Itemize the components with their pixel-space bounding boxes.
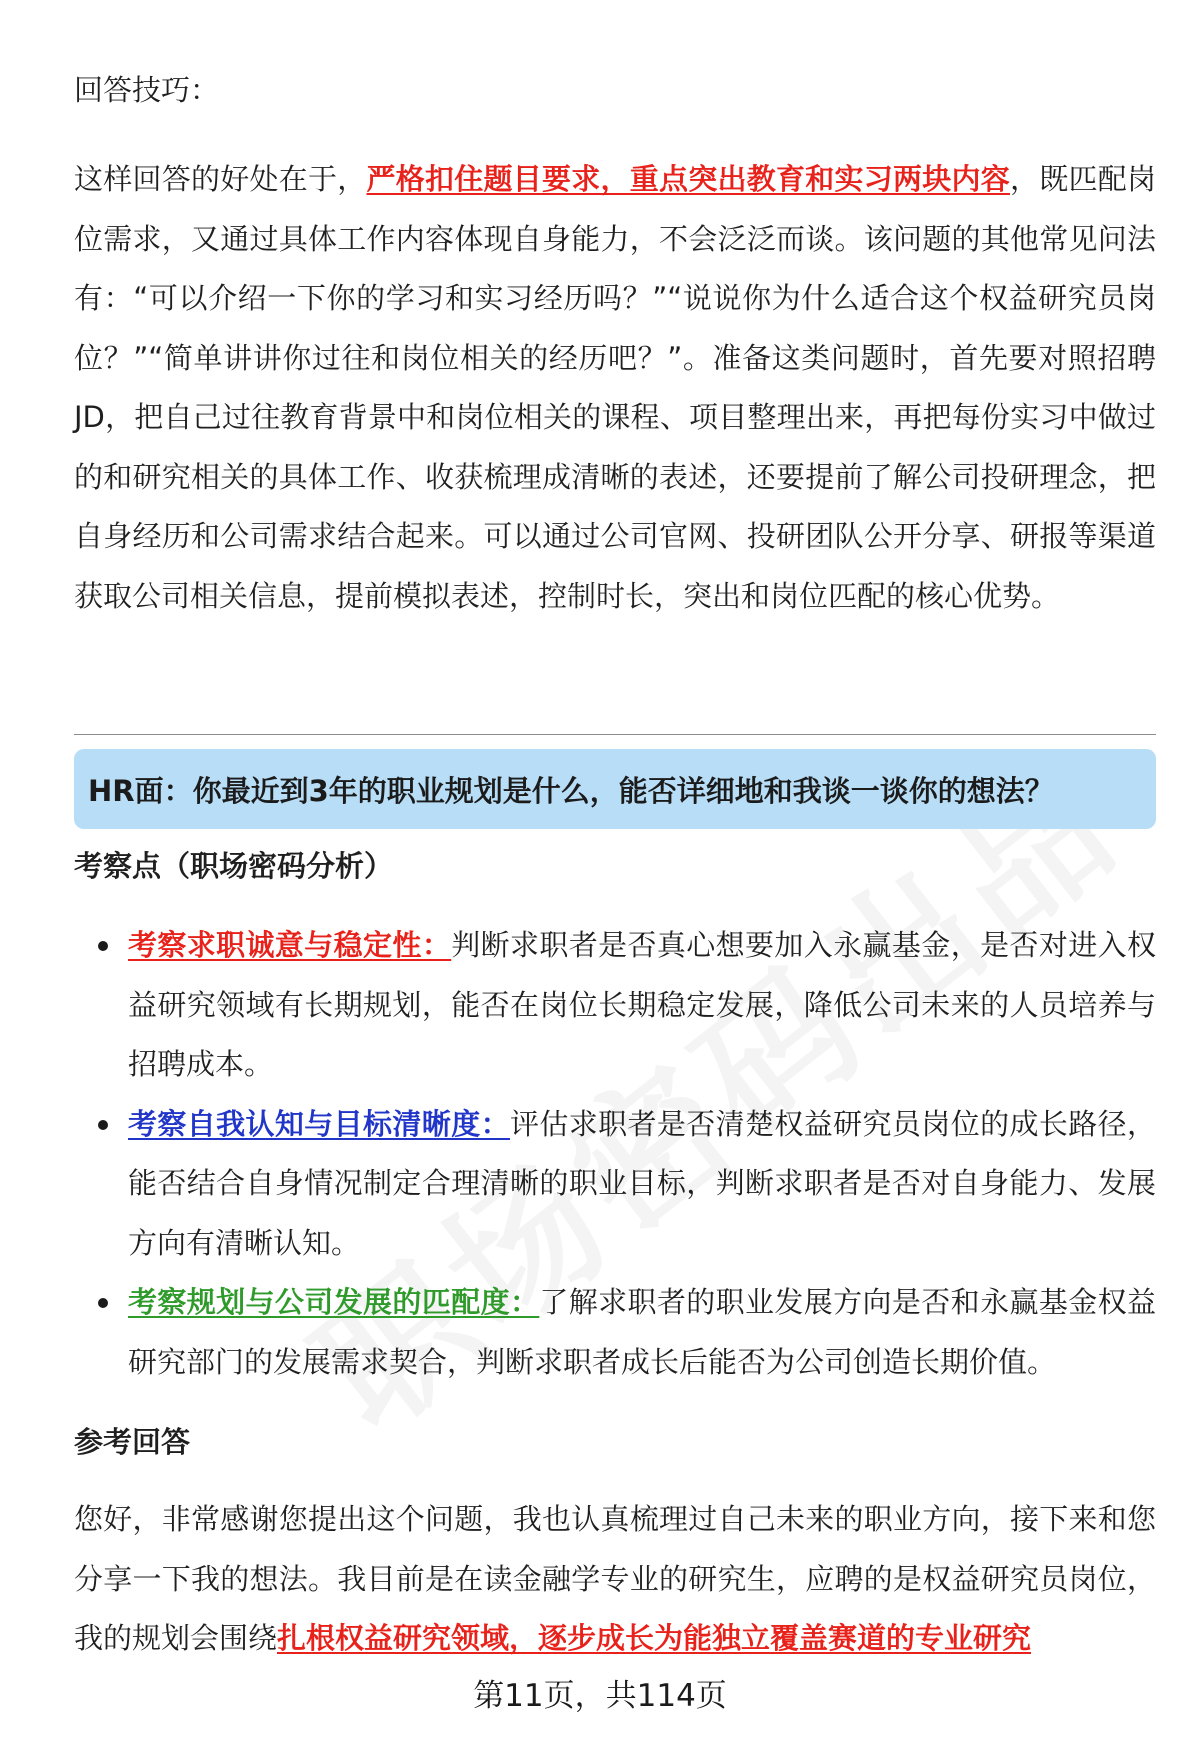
tips-highlight: 严格扣住题目要求，重点突出教育和实习两块内容 (366, 162, 1010, 196)
bullet-text: 评估求职者是否清楚权益研究员岗位的成长路径，能否结合自身情况制定合理清晰的职业目标，判断求职者是否对自身能力、发展方向有清晰认知。 (128, 1106, 1156, 1260)
bullet-text: 判断求职者是否真心想要加入永赢基金，是否对进入权益研究领域有长期规划，能否在岗位长期稳定发展，降低公司未来的人员培养与招聘成本。 (128, 928, 1156, 1081)
exam-points-heading: 考察点（职场密码分析） (74, 849, 394, 883)
list-item (74, 1095, 1156, 1274)
question-banner (74, 749, 1156, 829)
bullet-dot (98, 1298, 108, 1308)
answer-text-pre: 您好，非常感谢您提出这个问题，我也认真梳理过自己未来的职业方向，接下来和您分享一下我的想法。我目前是在读金融学专业的研究生，应聘的是权益研究员岗位，我的规划会围绕 (74, 1502, 1156, 1655)
section-divider (74, 734, 1156, 735)
list-item (74, 1273, 1156, 1392)
list-item (74, 916, 1156, 1095)
bullet-keyword: 考察求职诚意与稳定性： (128, 928, 452, 962)
exam-points-list (74, 916, 1156, 1392)
tips-paragraph (74, 150, 1156, 626)
bullet-dot (98, 941, 108, 951)
bullet-keyword: 考察规划与公司发展的匹配度： (128, 1285, 540, 1319)
reference-answer-heading: 参考回答 (74, 1425, 191, 1459)
bullet-dot (98, 1120, 108, 1130)
tips-text-pre: 这样回答的好处在于， (74, 162, 367, 196)
tips-label: 回答技巧： (74, 73, 220, 107)
question-text: HR面：你最近到3年的职业规划是什么，能否详细地和我谈一谈你的想法？ (88, 773, 1054, 808)
bullet-keyword: 考察自我认知与目标清晰度： (128, 1106, 510, 1141)
tips-text-post: ，既匹配岗位需求，又通过具体工作内容体现自身能力，不会泛泛而谈。该问题的其他常见问法有：“可以介绍一下你的学习和实习经历吗？”“说说你为什么适合这个权益研究员岗位？”“简单讲讲你过往和岗位相关的经历吧？”。准备这类问题时，首先要对照招聘JD，把自己过往教育背景中和岗位相关的课程、项目整理出来，再把每份实习中做过的和研究相关的具体工作、收获梳理成清晰的表述，还要提前了解公司投研理念，把自身经历和公司需求结合起来。可以通过公司官网、投研团队公开分享、研报等渠道获取公司相关信息，提前模拟表述，控制时长，突出和岗位匹配的核心优势。 (74, 162, 1156, 613)
page-number: 第11页，共114页 (473, 1678, 727, 1714)
answer-highlight: 扎根权益研究领域，逐步成长为能独立覆盖赛道的专业研究 (277, 1621, 1032, 1655)
bullet-text: 了解求职者的职业发展方向是否和永赢基金权益研究部门的发展需求契合，判断求职者成长后能否为公司创造长期价值。 (128, 1285, 1156, 1379)
answer-paragraph (74, 1490, 1156, 1669)
